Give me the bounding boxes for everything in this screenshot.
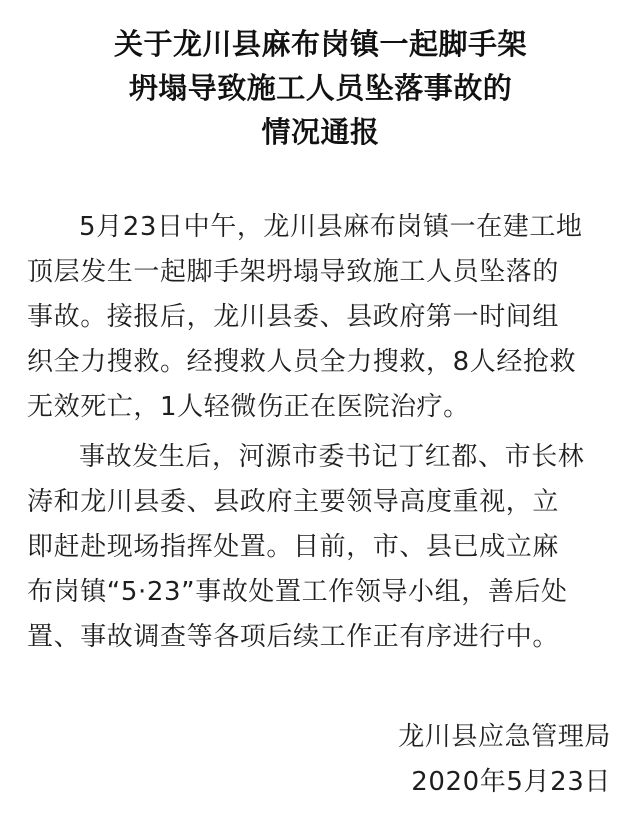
document-title-line-2: 坍塌导致施工人员坠落事故的 xyxy=(128,71,513,105)
paragraph-2-line-5: 置、事故调查等各项后续工作正有序进行中。 xyxy=(27,622,560,652)
signature-organization: 龙川县应急管理局 xyxy=(398,722,611,752)
paragraph-2-line-2: 涛和龙川县委、县政府主要领导高度重视，立 xyxy=(27,487,560,517)
paragraph-1-line-1: 5月23日中午，龙川县麻布岗镇一在建工地 xyxy=(79,212,583,242)
signature-date: 2020年5月23日 xyxy=(411,767,611,797)
paragraph-1-line-5: 无效死亡，1人轻微伤正在医院治疗。 xyxy=(27,392,470,422)
document-title-line-3: 情况通报 xyxy=(261,115,380,149)
paragraph-2-line-4: 布岗镇“5·23”事故处置工作领导小组，善后处 xyxy=(27,577,568,607)
paragraph-1-line-2: 顶层发生一起脚手架坍塌导致施工人员坠落的 xyxy=(27,257,560,287)
paragraph-1-line-4: 织全力搜救。经搜救人员全力搜救，8人经抢救 xyxy=(27,347,577,377)
document-title-line-1: 关于龙川县麻布岗镇一起脚手架 xyxy=(113,27,527,61)
paragraph-2-line-1: 事故发生后，河源市委书记丁红都、市长林 xyxy=(79,442,585,472)
paragraph-2-line-3: 即赶赴现场指挥处置。目前，市、县已成立麻 xyxy=(27,532,560,562)
paragraph-1-line-3: 事故。接报后，龙川县委、县政府第一时间组 xyxy=(27,302,560,332)
